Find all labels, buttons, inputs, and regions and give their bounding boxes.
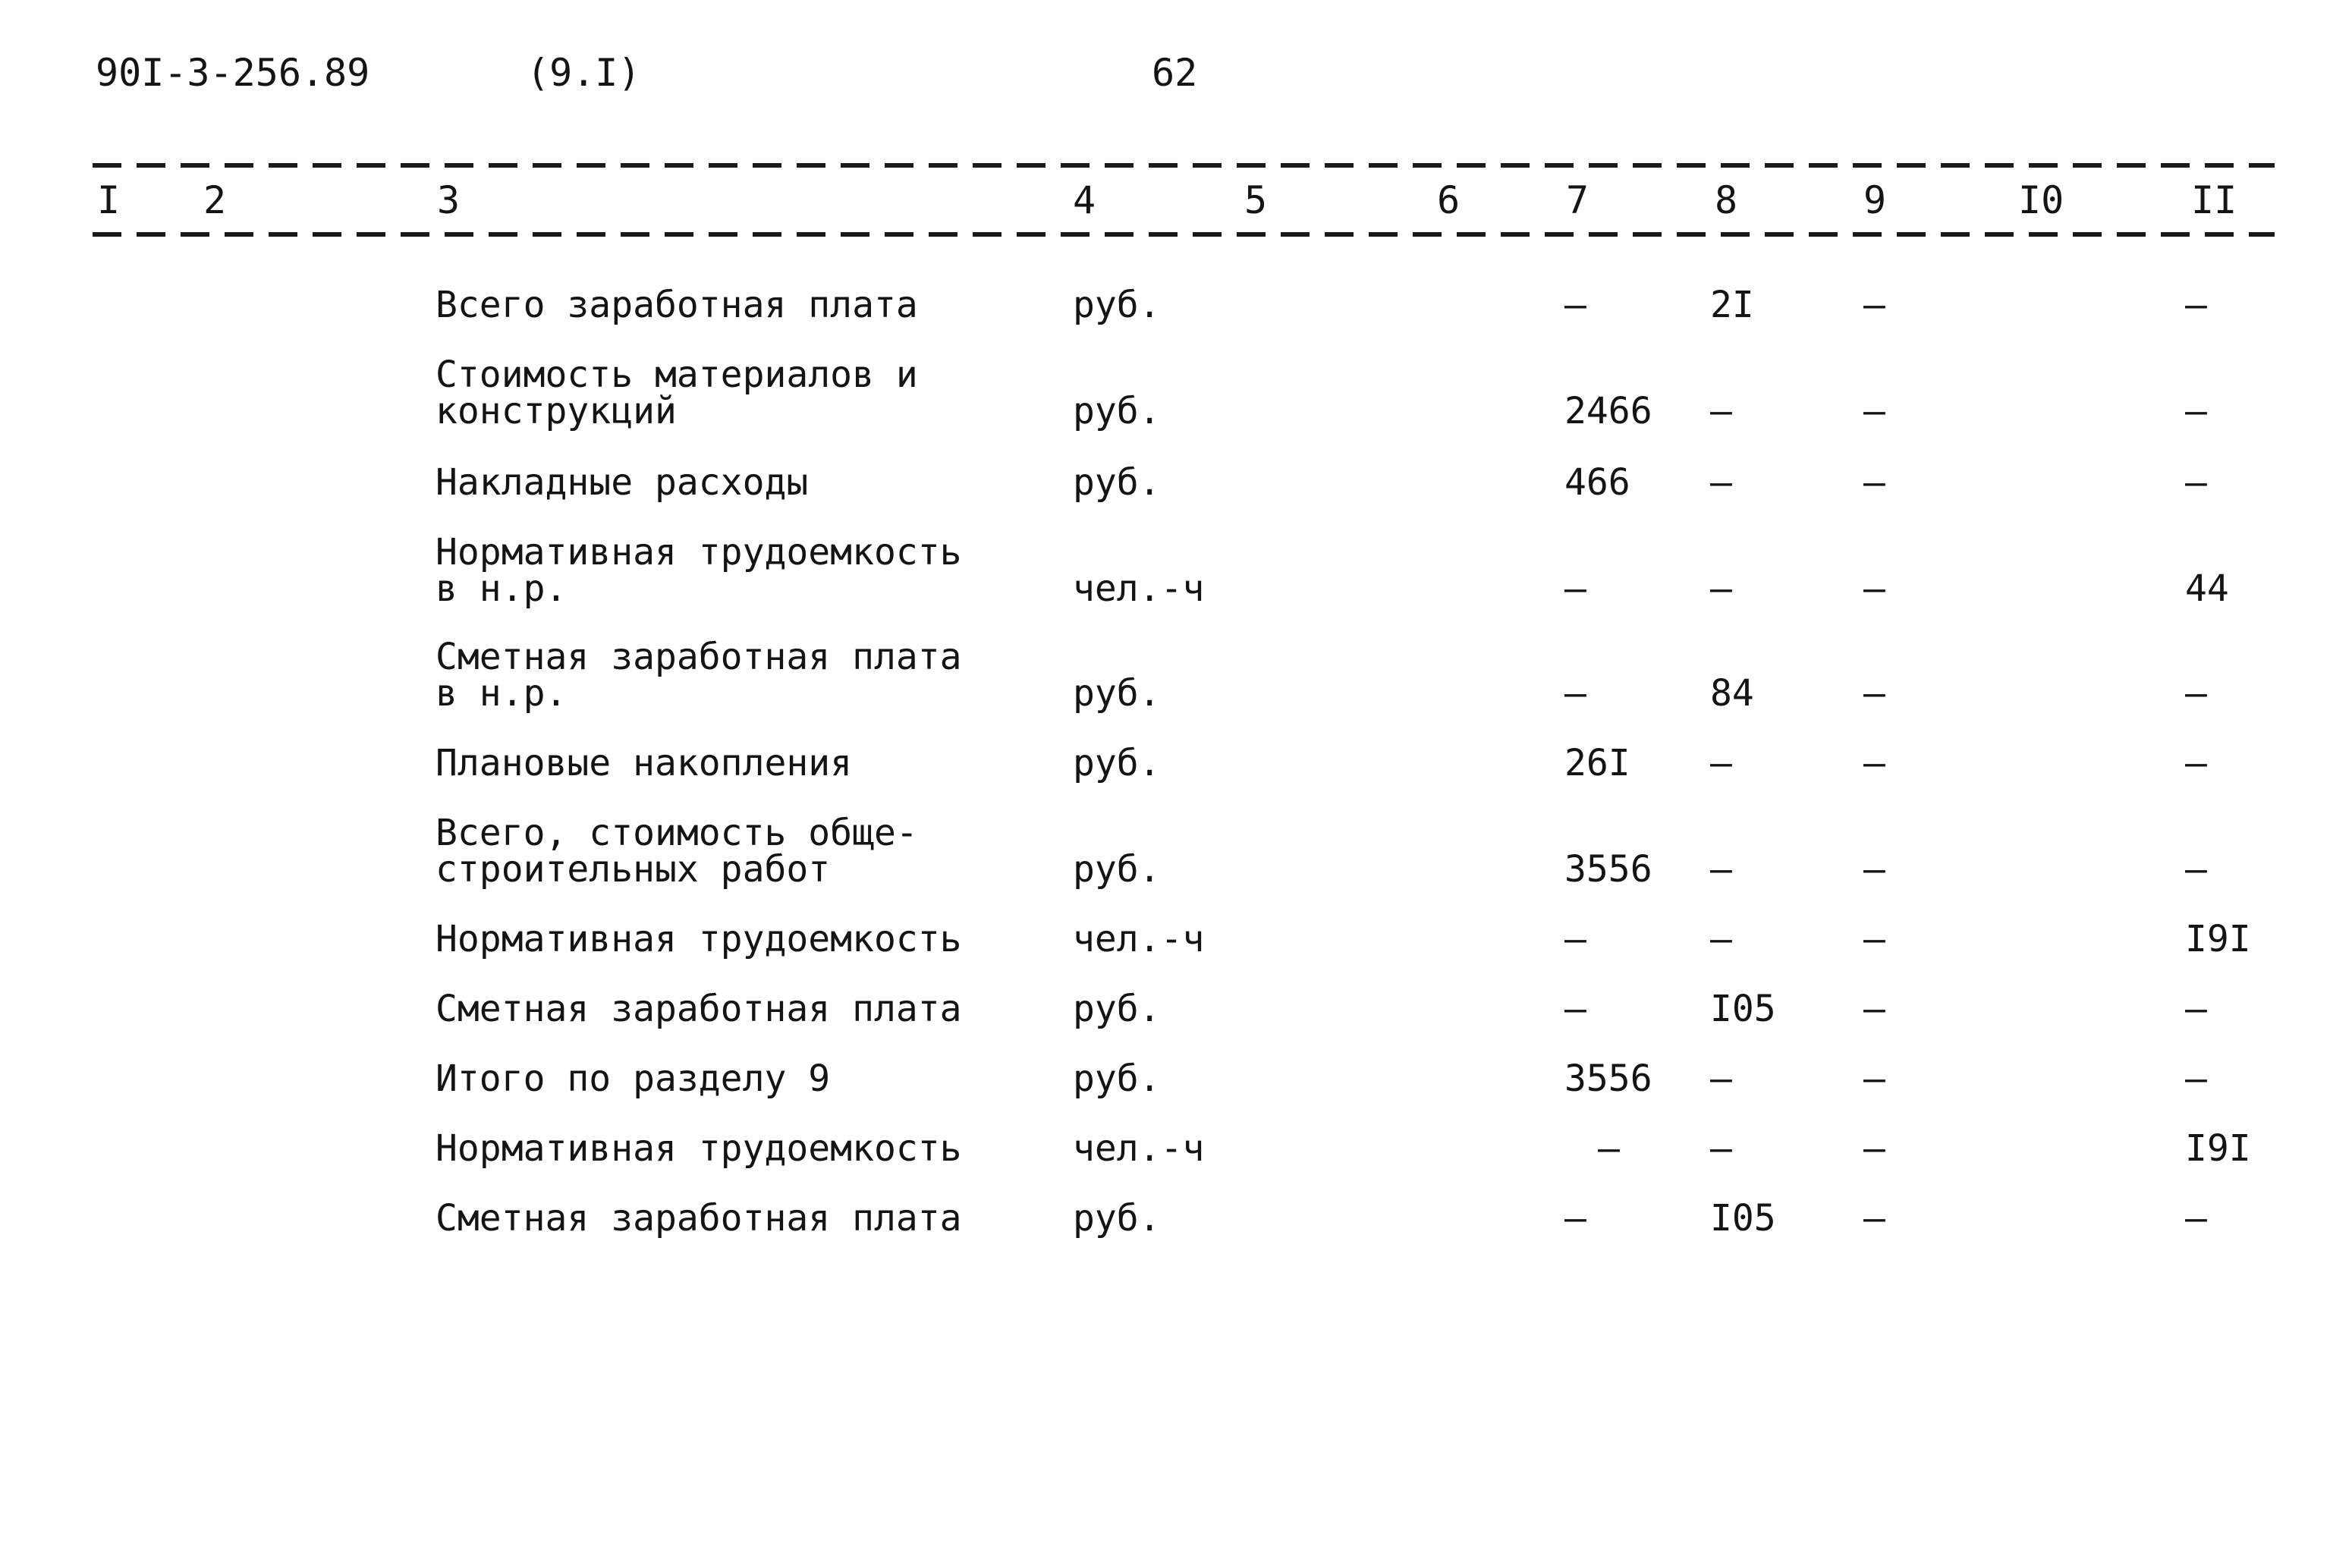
- row-col9-value: –: [1863, 390, 1885, 432]
- row-col8-value: –: [1710, 390, 1732, 432]
- row-item-name: Сметная заработная плата: [435, 1197, 962, 1240]
- row-item-name: Итого по разделу 9: [435, 1057, 831, 1100]
- row-col11-value: –: [2185, 1057, 2207, 1100]
- row-col9-value: –: [1863, 284, 1885, 326]
- row-col7-value: –: [1564, 567, 1586, 610]
- row-col9-value: –: [1863, 918, 1885, 960]
- column-number: 6: [1437, 178, 1461, 222]
- row-item-name: Всего, стоимость обще- строительных работ: [435, 812, 918, 891]
- header-rule-top: [93, 163, 2275, 168]
- row-unit: руб.: [1073, 390, 1161, 432]
- row-col8-value: 84: [1710, 672, 1754, 715]
- column-number: I: [97, 178, 121, 222]
- row-col8-value: –: [1710, 567, 1732, 610]
- row-col7-value: –: [1564, 918, 1586, 960]
- row-col11-value: 44: [2185, 567, 2229, 610]
- row-item-name: Накладные расходы: [435, 461, 809, 504]
- row-col8-value: –: [1710, 461, 1732, 504]
- row-col8-value: –: [1710, 742, 1732, 784]
- row-item-name: Нормативная трудоемкость: [435, 918, 962, 960]
- row-col8-value: –: [1710, 918, 1732, 960]
- row-unit: чел.-ч: [1073, 918, 1205, 960]
- row-col7-value: 466: [1564, 461, 1630, 504]
- row-col9-value: –: [1863, 1197, 1885, 1240]
- row-col9-value: –: [1863, 742, 1885, 784]
- column-number: 3: [437, 178, 461, 222]
- row-unit: руб.: [1073, 848, 1161, 891]
- row-col7-value: –: [1564, 672, 1586, 715]
- row-unit: руб.: [1073, 742, 1161, 784]
- row-col9-value: –: [1863, 1127, 1885, 1170]
- row-col11-value: –: [2185, 461, 2207, 504]
- row-col8-value: –: [1710, 848, 1732, 891]
- page-number: 62: [1152, 51, 1198, 95]
- column-number: II: [2191, 178, 2237, 222]
- row-col11-value: –: [2185, 284, 2207, 326]
- row-col8-value: 2I: [1710, 284, 1754, 326]
- row-col9-value: –: [1863, 672, 1885, 715]
- row-col8-value: I05: [1710, 1197, 1776, 1240]
- row-unit: руб.: [1073, 988, 1161, 1030]
- row-col7-value: 26I: [1564, 742, 1630, 784]
- row-col11-value: –: [2185, 672, 2207, 715]
- row-item-name: Сметная заработная плата: [435, 988, 962, 1030]
- row-col7-value: –: [1564, 988, 1586, 1030]
- column-number: 8: [1715, 178, 1738, 222]
- row-col9-value: –: [1863, 461, 1885, 504]
- column-number: 2: [203, 178, 227, 222]
- row-col7-value: 3556: [1564, 848, 1652, 891]
- document-code: 90I-3-256.89: [96, 51, 370, 95]
- row-unit: руб.: [1073, 1197, 1161, 1240]
- row-col11-value: –: [2185, 848, 2207, 891]
- row-item-name: Сметная заработная плата в н.р.: [435, 636, 962, 715]
- row-col7-value: –: [1598, 1127, 1620, 1170]
- column-number: 7: [1566, 178, 1589, 222]
- row-unit: руб.: [1073, 672, 1161, 715]
- section-number: (9.I): [527, 51, 641, 95]
- row-col7-value: 2466: [1564, 390, 1652, 432]
- column-number: 4: [1073, 178, 1096, 222]
- row-col11-value: –: [2185, 1197, 2207, 1240]
- row-col11-value: I9I: [2185, 1127, 2251, 1170]
- row-col8-value: –: [1710, 1057, 1732, 1100]
- row-item-name: Плановые накопления: [435, 742, 853, 784]
- row-unit: руб.: [1073, 284, 1161, 326]
- column-number: 5: [1244, 178, 1268, 222]
- row-col8-value: –: [1710, 1127, 1732, 1170]
- row-item-name: Всего заработная плата: [435, 284, 918, 326]
- header-rule-bottom: [93, 232, 2275, 237]
- row-col7-value: –: [1564, 284, 1586, 326]
- row-item-name: Нормативная трудоемкость в н.р.: [435, 531, 962, 610]
- row-item-name: Стоимость материалов и конструкций: [435, 354, 918, 432]
- row-col9-value: –: [1863, 988, 1885, 1030]
- row-col11-value: –: [2185, 390, 2207, 432]
- row-col11-value: –: [2185, 742, 2207, 784]
- row-col11-value: –: [2185, 988, 2207, 1030]
- row-col11-value: I9I: [2185, 918, 2251, 960]
- row-unit: чел.-ч: [1073, 1127, 1205, 1170]
- row-col9-value: –: [1863, 567, 1885, 610]
- row-unit: руб.: [1073, 461, 1161, 504]
- row-item-name: Нормативная трудоемкость: [435, 1127, 962, 1170]
- row-col7-value: 3556: [1564, 1057, 1652, 1100]
- row-unit: чел.-ч: [1073, 567, 1205, 610]
- row-unit: руб.: [1073, 1057, 1161, 1100]
- row-col7-value: –: [1564, 1197, 1586, 1240]
- row-col8-value: I05: [1710, 988, 1776, 1030]
- column-number: I0: [2018, 178, 2064, 222]
- column-number: 9: [1863, 178, 1887, 222]
- row-col9-value: –: [1863, 848, 1885, 891]
- row-col9-value: –: [1863, 1057, 1885, 1100]
